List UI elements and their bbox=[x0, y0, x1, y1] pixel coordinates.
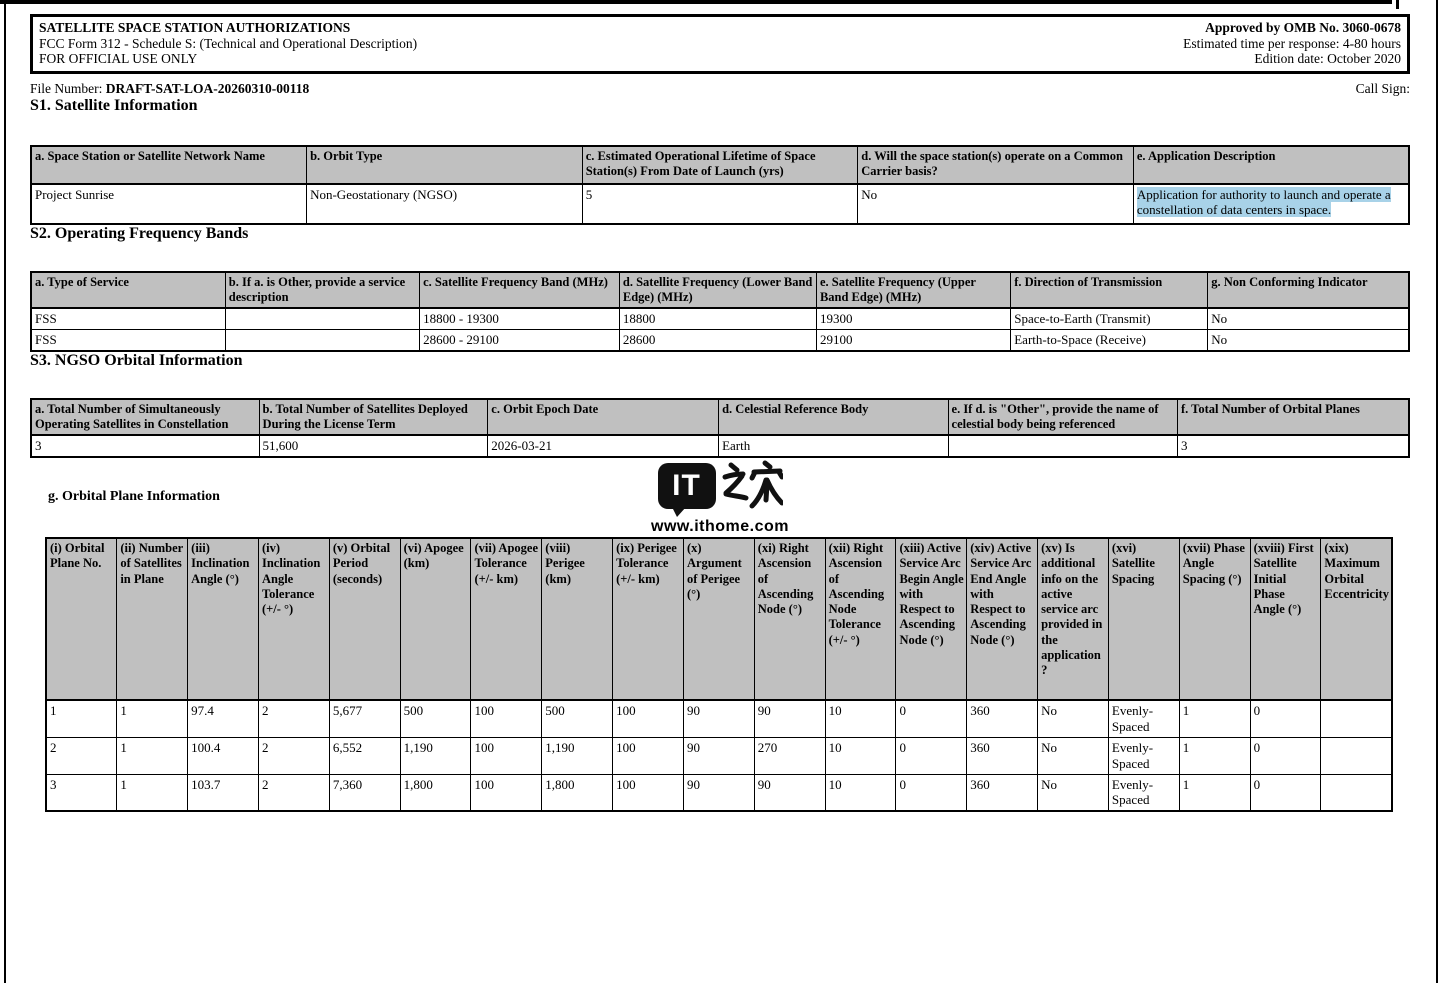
cell-lifetime: 5 bbox=[582, 184, 858, 224]
header-cell: a. Space Station or Satellite Network Name bbox=[31, 146, 307, 184]
speech-bubble-tail bbox=[672, 507, 686, 517]
section-title-s2: S2. Operating Frequency Bands bbox=[30, 224, 249, 242]
cell: 100 bbox=[471, 700, 542, 737]
cell: 1,800 bbox=[542, 774, 613, 811]
edition-date: Edition date: October 2020 bbox=[1254, 51, 1401, 66]
cell: No bbox=[1208, 329, 1409, 350]
cell: 500 bbox=[400, 700, 471, 737]
table-header-row bbox=[31, 399, 1409, 436]
cell: 360 bbox=[967, 737, 1038, 774]
header-cell: f. Direction of Transmission bbox=[1011, 272, 1208, 309]
cell: 100 bbox=[471, 774, 542, 811]
cell bbox=[1321, 700, 1392, 737]
header-cell: (xviii) First Satellite Initial Phase Angle (°) bbox=[1250, 538, 1321, 700]
cell: 270 bbox=[754, 737, 825, 774]
page-edge-left bbox=[4, 0, 6, 983]
cell: Earth-to-Space (Receive) bbox=[1011, 329, 1208, 350]
g-section-label: g. Orbital Plane Information bbox=[48, 489, 220, 505]
header-cell: (xix) Maximum Orbital Eccentricity bbox=[1321, 538, 1392, 700]
cell bbox=[225, 308, 419, 329]
call-sign-label: Call Sign: bbox=[1355, 80, 1410, 96]
table-row bbox=[46, 774, 1392, 811]
cell: 100 bbox=[613, 737, 684, 774]
cell: 2 bbox=[258, 774, 329, 811]
cell bbox=[225, 329, 419, 350]
cell-network-name: Project Sunrise bbox=[31, 184, 307, 224]
s2-table bbox=[30, 271, 1410, 352]
cell: 0 bbox=[896, 737, 967, 774]
form-subtitle: FCC Form 312 - Schedule S: (Technical and Operational Description) bbox=[39, 35, 418, 51]
ithome-watermark bbox=[30, 462, 1410, 536]
cell-application-description bbox=[1133, 184, 1409, 224]
file-number bbox=[30, 81, 309, 97]
cell: 100 bbox=[471, 737, 542, 774]
cell: 1 bbox=[117, 700, 188, 737]
cell: No bbox=[1038, 774, 1109, 811]
cell: 1,190 bbox=[542, 737, 613, 774]
header-cell: e. Satellite Frequency (Upper Band Edge) (MHz) bbox=[816, 272, 1010, 309]
cell: 100.4 bbox=[188, 737, 259, 774]
cell: Evenly-Spaced bbox=[1108, 737, 1179, 774]
header-cell: (ii) Number of Satellites in Plane bbox=[117, 538, 188, 700]
table-row bbox=[31, 329, 1409, 350]
cell: 90 bbox=[683, 737, 754, 774]
header-cell: (ix) Perigee Tolerance (+/- km) bbox=[613, 538, 684, 700]
header-cell: c. Estimated Operational Lifetime of Space Station(s) From Date of Launch (yrs) bbox=[582, 146, 858, 184]
ithome-logo bbox=[30, 462, 1410, 510]
file-call-line bbox=[30, 81, 1410, 97]
header-cell: a. Type of Service bbox=[31, 272, 225, 309]
cell: 360 bbox=[967, 774, 1038, 811]
cell: 103.7 bbox=[188, 774, 259, 811]
cell bbox=[1321, 774, 1392, 811]
ithome-logo-bubble bbox=[658, 463, 716, 509]
cell: 3 bbox=[31, 435, 259, 457]
table-row bbox=[31, 308, 1409, 329]
table-header-row bbox=[31, 272, 1409, 309]
cell: 5,677 bbox=[329, 700, 400, 737]
header-cell: (xi) Right Ascension of Ascending Node (°) bbox=[754, 538, 825, 700]
cell: 7,360 bbox=[329, 774, 400, 811]
header-cell: (xvii) Phase Angle Spacing (°) bbox=[1179, 538, 1250, 700]
header-cell: (xiii) Active Service Arc Begin Angle with Respect to Ascending Node (°) bbox=[896, 538, 967, 700]
cell: 1 bbox=[1179, 700, 1250, 737]
ithome-logo-text: IT bbox=[672, 469, 701, 503]
header-cell: (viii) Perigee (km) bbox=[542, 538, 613, 700]
cell: 2 bbox=[258, 700, 329, 737]
page-edge-top bbox=[0, 0, 1392, 4]
cell: FSS bbox=[31, 329, 225, 350]
response-time: Estimated time per response: 4-80 hours bbox=[1183, 35, 1401, 51]
cell: 10 bbox=[825, 737, 896, 774]
cell: 10 bbox=[825, 774, 896, 811]
cell: No bbox=[1208, 308, 1409, 329]
cell: 90 bbox=[683, 774, 754, 811]
cell: 10 bbox=[825, 700, 896, 737]
cell: 1 bbox=[117, 774, 188, 811]
header-cell: (xvi) Satellite Spacing bbox=[1108, 538, 1179, 700]
header-cell: a. Total Number of Simultaneously Operating Satellites in Constellation bbox=[31, 399, 259, 436]
cell: No bbox=[1038, 737, 1109, 774]
header-cell: (xii) Right Ascension of Ascending Node Tolerance (+/- °) bbox=[825, 538, 896, 700]
cell: 3 bbox=[1177, 435, 1409, 457]
header-cell: (xiv) Active Service Arc End Angle with Respect to Ascending Node (°) bbox=[967, 538, 1038, 700]
cell: 2 bbox=[258, 737, 329, 774]
ithome-cjk-glyphs-icon bbox=[721, 460, 783, 512]
header-cell: c. Orbit Epoch Date bbox=[488, 399, 719, 436]
header-cell: d. Satellite Frequency (Lower Band Edge) (MHz) bbox=[619, 272, 816, 309]
official-use-note: FOR OFFICIAL USE ONLY bbox=[39, 51, 198, 66]
section-title-s3: S3. NGSO Orbital Information bbox=[30, 351, 243, 369]
file-number-value: DRAFT-SAT-LOA-20260310-00118 bbox=[105, 80, 310, 96]
cell: No bbox=[1038, 700, 1109, 737]
header-cell: (iv) Inclination Angle Tolerance (+/- °) bbox=[258, 538, 329, 700]
cell: 100 bbox=[613, 700, 684, 737]
cell: 100 bbox=[613, 774, 684, 811]
section-title-s1: S1. Satellite Information bbox=[30, 96, 198, 114]
header-cell: g. Non Conforming Indicator bbox=[1208, 272, 1409, 309]
header-cell: (iii) Inclination Angle (°) bbox=[188, 538, 259, 700]
cell: 18800 bbox=[619, 308, 816, 329]
cell-orbit-type: Non-Geostationary (NGSO) bbox=[307, 184, 583, 224]
cell: 6,552 bbox=[329, 737, 400, 774]
cell: 18800 - 19300 bbox=[420, 308, 620, 329]
header-cell: f. Total Number of Orbital Planes bbox=[1177, 399, 1409, 436]
cell: 1 bbox=[46, 700, 117, 737]
s1-table bbox=[30, 145, 1410, 225]
cell: 0 bbox=[1250, 774, 1321, 811]
cell: 1 bbox=[1179, 737, 1250, 774]
header-cell: (xv) Is additional info on the active service arc provided in the application? bbox=[1038, 538, 1109, 700]
header-cell: e. If d. is "Other", provide the name of celestial body being referenced bbox=[948, 399, 1177, 436]
form-header-right bbox=[1183, 20, 1401, 67]
form-content bbox=[30, 14, 1410, 812]
cell: 1,800 bbox=[400, 774, 471, 811]
page-edge-tick bbox=[1396, 0, 1399, 9]
header-cell: e. Application Description bbox=[1133, 146, 1409, 184]
form-header-left bbox=[39, 20, 417, 67]
header-cell: c. Satellite Frequency Band (MHz) bbox=[420, 272, 620, 309]
cell: 1,190 bbox=[400, 737, 471, 774]
ithome-url: www.ithome.com bbox=[651, 518, 789, 536]
cell: 51,600 bbox=[259, 435, 488, 457]
table-row bbox=[46, 700, 1392, 737]
header-cell: (x) Argument of Perigee (°) bbox=[683, 538, 754, 700]
orbital-plane-table bbox=[45, 537, 1393, 812]
cell: FSS bbox=[31, 308, 225, 329]
file-number-label: File Number: bbox=[30, 80, 106, 96]
cell: 28600 bbox=[619, 329, 816, 350]
cell bbox=[948, 435, 1177, 457]
cell: Evenly-Spaced bbox=[1108, 774, 1179, 811]
cell: 2 bbox=[46, 737, 117, 774]
cell: 29100 bbox=[816, 329, 1010, 350]
table-row bbox=[31, 184, 1409, 224]
cell: 0 bbox=[1250, 700, 1321, 737]
table-header-row bbox=[31, 146, 1409, 184]
header-cell: (vi) Apogee (km) bbox=[400, 538, 471, 700]
cell: 2026-03-21 bbox=[488, 435, 719, 457]
header-cell: b. Total Number of Satellites Deployed During the License Term bbox=[259, 399, 488, 436]
cell: 360 bbox=[967, 700, 1038, 737]
cell: Space-to-Earth (Transmit) bbox=[1011, 308, 1208, 329]
cell: 90 bbox=[683, 700, 754, 737]
cell: 90 bbox=[754, 700, 825, 737]
header-cell: (vii) Apogee Tolerance (+/- km) bbox=[471, 538, 542, 700]
header-cell: b. If a. is Other, provide a service description bbox=[225, 272, 419, 309]
s3-table bbox=[30, 398, 1410, 458]
table-header-row bbox=[46, 538, 1392, 700]
header-cell: b. Orbit Type bbox=[307, 146, 583, 184]
watermark-and-g-label bbox=[30, 458, 1410, 537]
cell: 0 bbox=[1250, 737, 1321, 774]
selected-text: Application for authority to launch and operate a constellation of data centers in space. bbox=[1136, 186, 1391, 218]
page-edge-right bbox=[1436, 0, 1438, 983]
cell: 97.4 bbox=[188, 700, 259, 737]
cell: 90 bbox=[754, 774, 825, 811]
cell: Earth bbox=[719, 435, 948, 457]
cell: Evenly-Spaced bbox=[1108, 700, 1179, 737]
header-cell: (i) Orbital Plane No. bbox=[46, 538, 117, 700]
cell: 1 bbox=[117, 737, 188, 774]
cell: 500 bbox=[542, 700, 613, 737]
cell: 28600 - 29100 bbox=[420, 329, 620, 350]
header-cell: (v) Orbital Period (seconds) bbox=[329, 538, 400, 700]
header-cell: d. Celestial Reference Body bbox=[719, 399, 948, 436]
cell bbox=[1321, 737, 1392, 774]
cell: 0 bbox=[896, 774, 967, 811]
form-header-box bbox=[30, 14, 1410, 74]
table-row bbox=[46, 737, 1392, 774]
cell-common-carrier: No bbox=[858, 184, 1134, 224]
cell: 1 bbox=[1179, 774, 1250, 811]
cell: 19300 bbox=[816, 308, 1010, 329]
cell: 0 bbox=[896, 700, 967, 737]
header-cell: d. Will the space station(s) operate on a Common Carrier basis? bbox=[858, 146, 1134, 184]
cell: 3 bbox=[46, 774, 117, 811]
omb-approval: Approved by OMB No. 3060-0678 bbox=[1205, 20, 1401, 35]
table-row bbox=[31, 435, 1409, 457]
form-title: SATELLITE SPACE STATION AUTHORIZATIONS bbox=[39, 20, 351, 35]
